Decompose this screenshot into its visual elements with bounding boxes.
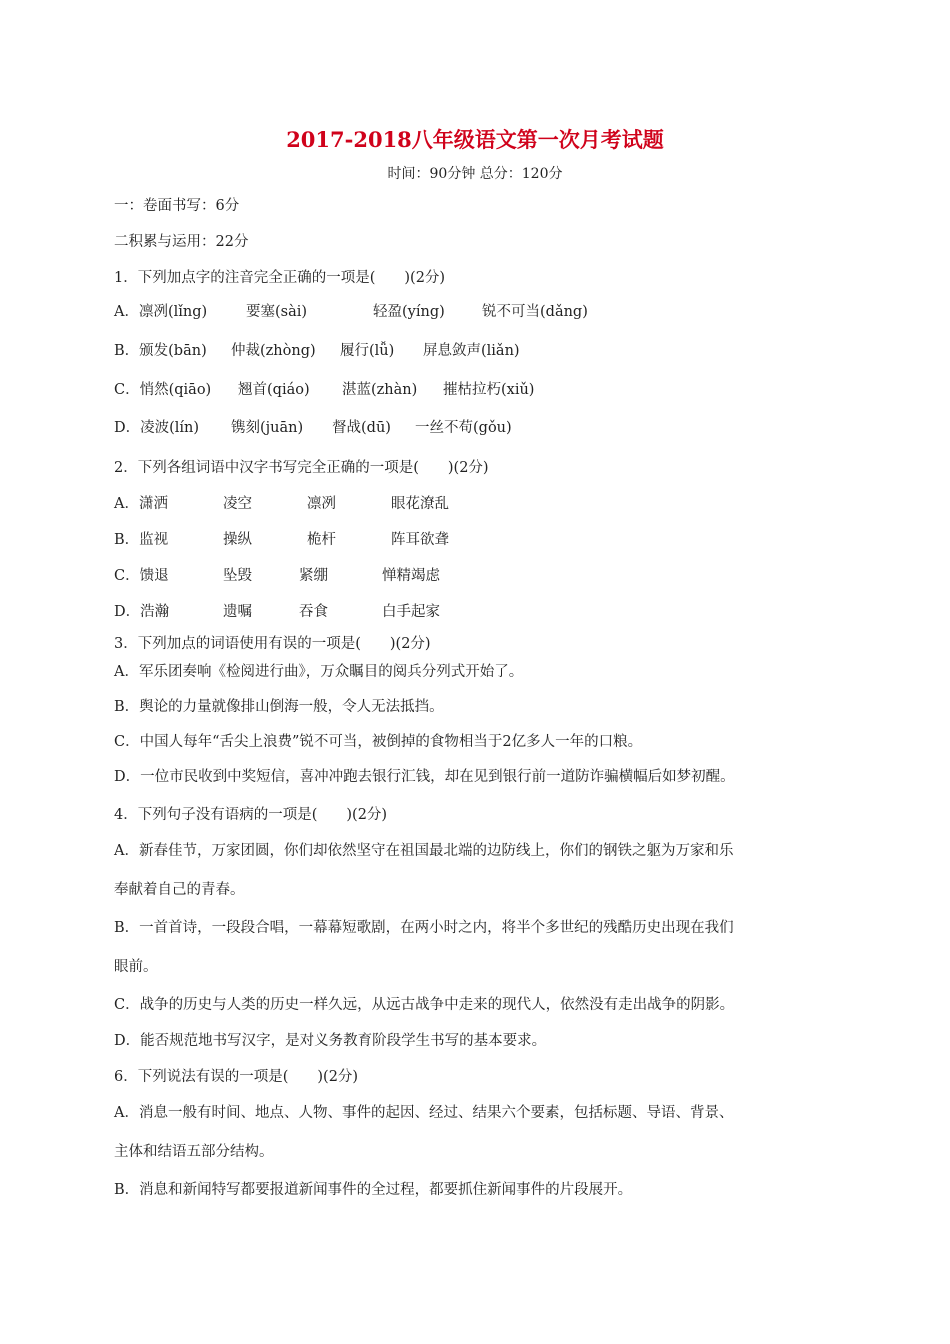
q2-option-b-word-4: 阵耳欲聋 [391,532,449,548]
q1-option-a-word-1: A．凛冽(lǐng) [114,304,208,320]
q1-option-b-word-1: B．颁发(bān) [114,343,207,359]
q2-option-c-word-2: 坠毁 [223,568,252,584]
q4-option-b-line-2: 眼前。 [114,959,158,975]
q1-option-b-word-2: 仲裁(zhòng) [231,343,316,359]
q2-option-d-word-4: 白手起家 [382,604,440,620]
section-handwriting: 一：卷面书写：6分 [114,198,240,214]
q2-option-c-word-4: 惮精竭虑 [382,568,440,584]
q2-option-c-word-3: 紧绷 [299,568,328,584]
q2-option-a-word-2: 凌空 [223,496,252,512]
q1-option-c-word-2: 翘首(qiáo) [238,382,310,398]
q2-option-b-word-2: 操纵 [223,532,252,548]
q1-option-c-word-4: 摧枯拉朽(xiǔ) [443,382,535,398]
q4-option-a-line-1: A．新春佳节，万家团圆，你们却依然坚守在祖国最北端的边防线上，你们的钢铁之躯为万家和乐 [114,843,734,859]
q4-option-a-line-2: 奉献着自己的青春。 [114,882,245,898]
question-6-stem: 6．下列说法有误的一项是( )(2分) [114,1069,359,1085]
q4-option-d: D．能否规范地书写汉字，是对义务教育阶段学生书写的基本要求。 [114,1033,547,1049]
q1-option-a-word-3: 轻盈(yíng) [373,304,445,320]
q2-option-d-word-2: 遗嘱 [223,604,252,620]
q4-option-c: C．战争的历史与人类的历史一样久远，从远古战争中走来的现代人，依然没有走出战争的阴影。 [114,997,735,1013]
q2-option-a-word-4: 眼花潦乱 [391,496,449,512]
q1-option-d-word-4: 一丝不苟(gǒu) [415,420,512,436]
q1-option-d-word-3: 督战(dū) [332,420,391,436]
q1-option-d-word-2: 镌刻(juān) [231,420,304,436]
q6-option-b: B．消息和新闻特写都要报道新闻事件的全过程，都要抓住新闻事件的片段展开。 [114,1182,633,1198]
q3-option-a: A．军乐团奏响《检阅进行曲》，万众瞩目的阅兵分列式开始了。 [114,664,524,680]
q1-option-d-word-1: D．凌波(lín) [114,420,200,436]
q1-option-a-word-4: 锐不可当(dǎng) [482,304,588,320]
page-title: 2017-2018八年级语文第一次月考试题 [286,127,664,152]
q1-option-c-word-1: C．悄然(qiāo) [114,382,212,398]
q1-option-b-word-4: 屏息敛声(liǎn) [423,343,520,359]
question-2-stem: 2．下列各组词语中汉字书写完全正确的一项是( )(2分) [114,460,489,476]
q2-option-b-word-1: B．监视 [114,532,169,548]
q6-option-a-line-1: A．消息一般有时间、地点、人物、事件的起因、经过、结果六个要素，包括标题、导语、背景、 [114,1105,734,1121]
question-1-stem: 1．下列加点字的注音完全正确的一项是( )(2分) [114,270,446,286]
q2-option-a-word-1: A．潇洒 [114,496,168,512]
question-3-stem: 3．下列加点的词语使用有误的一项是( )(2分) [114,636,431,652]
q3-option-b: B．舆论的力量就像排山倒海一般，令人无法抵挡。 [114,699,444,715]
q3-option-c: C．中国人每年“舌尖上浪费”锐不可当，被倒掉的食物相当于2亿多人一年的口粮。 [114,734,643,750]
q2-option-a-word-3: 凛冽 [307,496,336,512]
q3-option-d: D．一位市民收到中奖短信，喜冲冲跑去银行汇钱，却在见到银行前一道防诈骗横幅后如梦初醒。 [114,769,735,785]
q2-option-d-word-3: 吞食 [299,604,328,620]
question-4-stem: 4．下列句子没有语病的一项是( )(2分) [114,807,388,823]
q6-option-a-line-2: 主体和结语五部分结构。 [114,1144,274,1160]
q1-option-a-word-2: 要塞(sài) [246,304,308,320]
section-accumulation: 二积累与运用：22分 [114,234,249,250]
exam-info: 时间：90分钟 总分：120分 [387,166,563,182]
q1-option-b-word-3: 履行(lǚ) [340,343,395,359]
q2-option-b-word-3: 桅杆 [307,532,336,548]
q2-option-d-word-1: D．浩瀚 [114,604,170,620]
q1-option-c-word-3: 湛蓝(zhàn) [342,382,418,398]
q4-option-b-line-1: B．一首首诗，一段段合唱，一幕幕短歌剧，在两小时之内，将半个多世纪的残酷历史出现在我们 [114,920,734,936]
q2-option-c-word-1: C．馈退 [114,568,169,584]
